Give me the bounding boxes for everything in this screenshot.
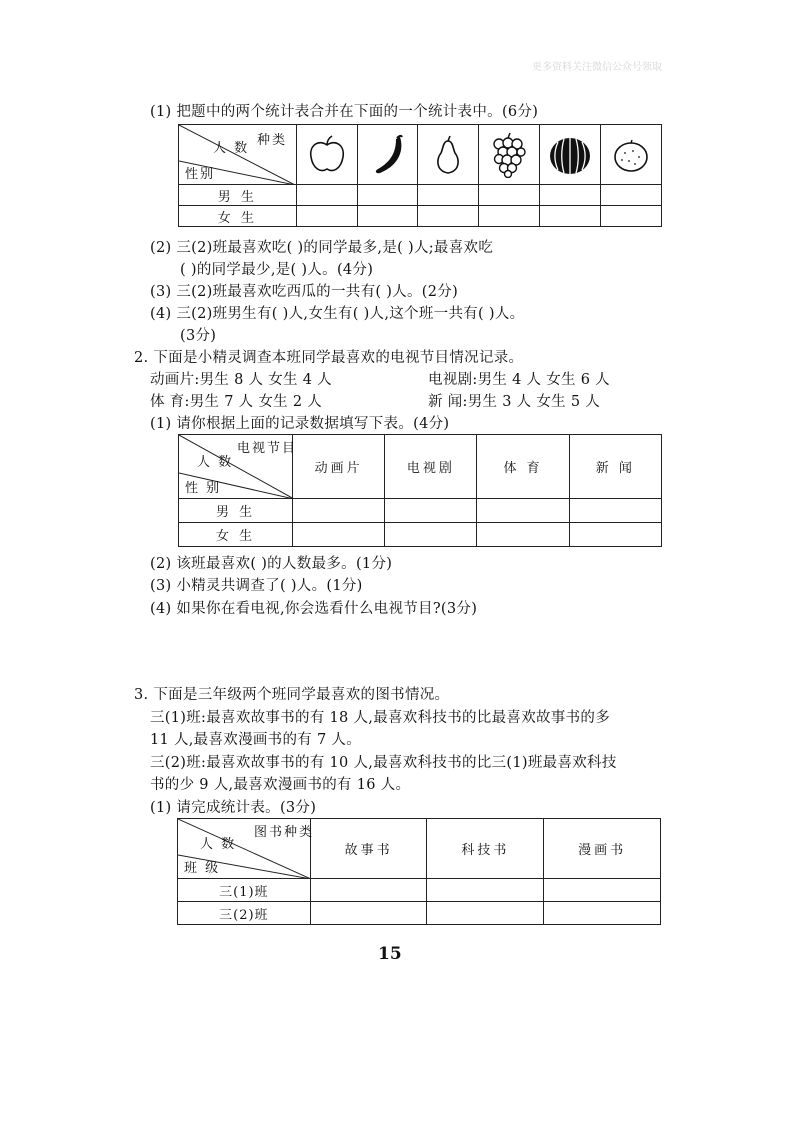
- col-pear: [418, 125, 479, 185]
- table-cell[interactable]: [540, 185, 601, 206]
- table-cell[interactable]: [418, 185, 479, 206]
- q3-part1: (1) 请完成统计表。(3分): [150, 800, 317, 816]
- table-cell[interactable]: [357, 206, 418, 227]
- table-cell[interactable]: [427, 879, 544, 902]
- col-banana: [357, 125, 418, 185]
- col-header-drama: 电视剧: [385, 435, 477, 499]
- row-label-male: 男 生: [179, 499, 293, 523]
- table-cell[interactable]: [293, 523, 385, 547]
- col-header-sciencebook: 科技书: [427, 819, 544, 879]
- col-header-sports: 体 育: [477, 435, 569, 499]
- table-cell[interactable]: [296, 185, 357, 206]
- table-cell[interactable]: [569, 523, 661, 547]
- corner-top-label: 图书种类: [254, 825, 315, 840]
- table-cell[interactable]: [601, 185, 662, 206]
- table-cell[interactable]: [540, 206, 601, 227]
- table-cell[interactable]: [385, 499, 477, 523]
- table-cell[interactable]: [479, 206, 540, 227]
- row-label-female: 女 生: [179, 206, 297, 227]
- q1-part2-line1: (2) 三(2)班最喜欢吃( )的同学最多,是( )人;最喜欢吃: [150, 240, 494, 256]
- corner-bottom-label: 性别: [185, 167, 216, 182]
- q2-part3: (3) 小精灵共调查了( )人。(1分): [150, 578, 363, 594]
- q2-part4: (4) 如果你在看电视,你会选看什么电视节目?(3分): [150, 601, 478, 617]
- table-cell[interactable]: [357, 185, 418, 206]
- table-cell[interactable]: [477, 523, 569, 547]
- row-label-class1: 三(1)班: [178, 879, 311, 902]
- table-cell[interactable]: [296, 206, 357, 227]
- q3-class2-line1: 三(2)班:最喜欢故事书的有 10 人,最喜欢科技书的比三(1)班最喜欢科技: [150, 755, 617, 771]
- table-cell[interactable]: [310, 879, 427, 902]
- q1-part1: (1) 把题中的两个统计表合并在下面的一个统计表中。(6分): [150, 104, 539, 120]
- table-cell[interactable]: [479, 185, 540, 206]
- q2-record-cartoon: 动画片:男生 8 人 女生 4 人: [150, 372, 332, 388]
- banana-icon: [366, 133, 410, 177]
- corner-top-label: 种类: [257, 133, 288, 148]
- page-number: 15: [378, 944, 402, 964]
- table-cell[interactable]: [601, 206, 662, 227]
- q3-table-corner: [178, 819, 315, 879]
- q2-part1: (1) 请你根据上面的记录数据填写下表。(4分): [150, 416, 450, 432]
- corner-mid-label: 人 数: [197, 455, 234, 470]
- apple-icon: [305, 133, 349, 177]
- col-apple: [296, 125, 357, 185]
- q2-record-news: 新 闻:男生 3 人 女生 5 人: [428, 394, 601, 410]
- col-header-comicbook: 漫画书: [544, 819, 661, 879]
- col-watermelon: [540, 125, 601, 185]
- table-cell[interactable]: [293, 499, 385, 523]
- q1-part4-line1: (4) 三(2)班男生有( )人,女生有( )人,这个班一共有( )人。: [150, 306, 525, 322]
- table-cell[interactable]: [427, 902, 544, 925]
- q1-part4-line2: (3分): [180, 328, 217, 344]
- table-cell[interactable]: [385, 523, 477, 547]
- q1-part3: (3) 三(2)班最喜欢吃西瓜的一共有( )人。(2分): [150, 284, 459, 300]
- q3-class1-line2: 11 人,最喜欢漫画书的有 7 人。: [150, 732, 362, 748]
- corner-top-label: 电视节目: [237, 441, 298, 456]
- q1-table-corner: [179, 125, 297, 185]
- q2-part2: (2) 该班最喜欢( )的人数最多。(1分): [150, 556, 393, 572]
- row-label-class2: 三(2)班: [178, 902, 311, 925]
- q3-title: 3. 下面是三年级两个班同学最喜欢的图书情况。: [134, 687, 450, 703]
- grapes-icon: [487, 132, 531, 178]
- col-header-news: 新 闻: [569, 435, 661, 499]
- col-header-storybook: 故事书: [310, 819, 427, 879]
- corner-bottom-label: 班 级: [184, 861, 221, 876]
- watermelon-icon: [547, 133, 593, 177]
- table-cell[interactable]: [310, 902, 427, 925]
- q3-table: [177, 818, 661, 925]
- row-label-female: 女 生: [179, 523, 293, 547]
- q3-class1-line1: 三(1)班:最喜欢故事书的有 18 人,最喜欢科技书的比最喜欢故事书的多: [150, 710, 610, 726]
- table-cell[interactable]: [569, 499, 661, 523]
- col-header-cartoon: 动画片: [293, 435, 385, 499]
- q2-title: 2. 下面是小精灵调查本班同学最喜欢的电视节目情况记录。: [134, 350, 524, 366]
- q3-class2-line2: 书的少 9 人,最喜欢漫画书的有 16 人。: [150, 777, 411, 793]
- corner-bottom-label: 性 别: [185, 481, 222, 496]
- q2-record-drama: 电视剧:男生 4 人 女生 6 人: [428, 372, 610, 388]
- corner-mid-label: 人 数: [200, 837, 237, 852]
- table-cell[interactable]: [477, 499, 569, 523]
- q2-table-corner: [179, 435, 298, 499]
- q1-part2-line2: ( )的同学最少,是( )人。(4分): [180, 262, 374, 278]
- row-label-male: 男 生: [179, 185, 297, 206]
- table-cell[interactable]: [544, 879, 661, 902]
- watermark: 更多资料关注微信公众号领取: [532, 62, 662, 73]
- col-orange: [601, 125, 662, 185]
- q2-record-sports: 体 育:男生 7 人 女生 2 人: [150, 394, 323, 410]
- orange-icon: [609, 133, 653, 177]
- table-cell[interactable]: [418, 206, 479, 227]
- pear-icon: [426, 133, 470, 177]
- q1-table: [178, 124, 662, 227]
- q2-table: [178, 434, 662, 547]
- corner-mid-label: 人 数: [213, 141, 250, 156]
- col-grapes: [479, 125, 540, 185]
- table-cell[interactable]: [544, 902, 661, 925]
